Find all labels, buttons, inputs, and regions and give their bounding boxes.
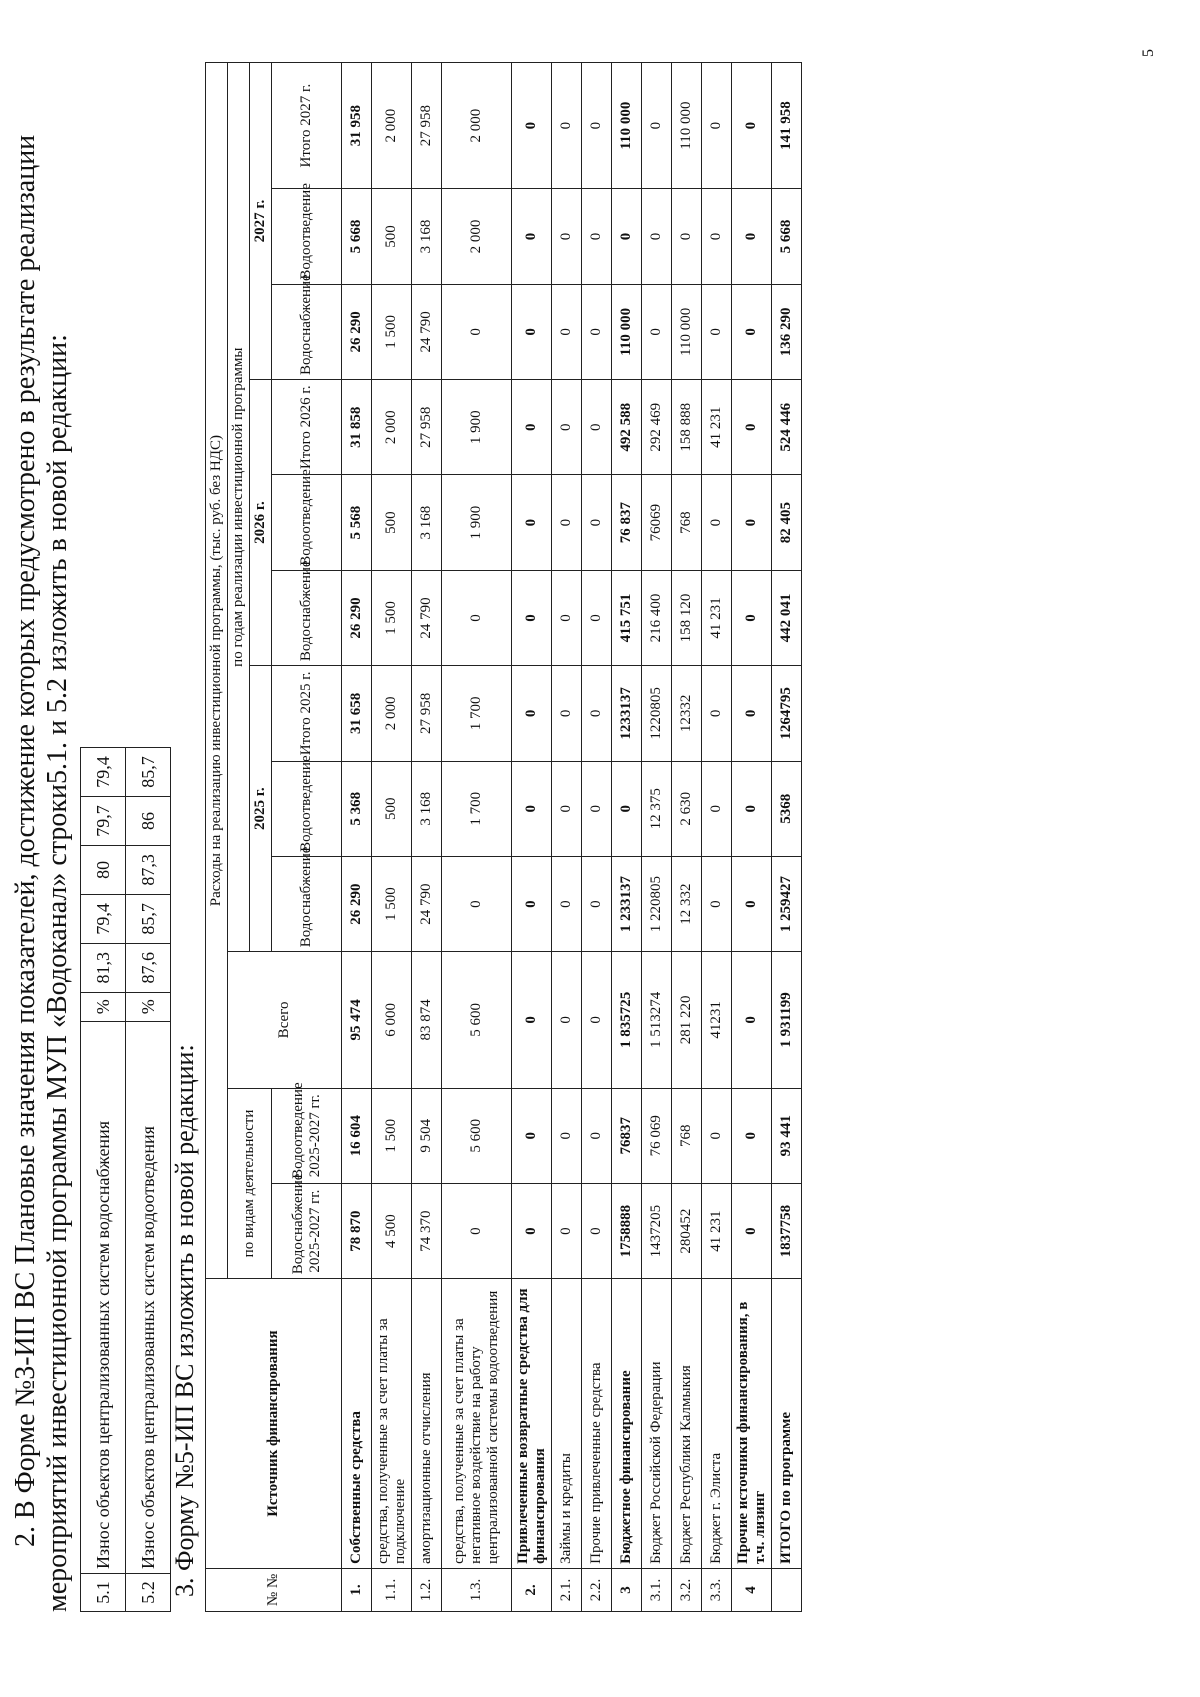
table-row bbox=[442, 63, 512, 1612]
row-value: 31 658 bbox=[342, 666, 372, 761]
row-value: 3 168 bbox=[412, 761, 442, 856]
row-source: Привлеченные возвратные средства для финансирования bbox=[512, 1279, 552, 1569]
row-value: 24 790 bbox=[412, 856, 442, 951]
indicator-name: Износ объектов централизованных систем водоотведения bbox=[126, 1021, 171, 1573]
row-value: 0 bbox=[512, 475, 552, 570]
row-source: амортизационные отчисления bbox=[412, 1279, 442, 1569]
row-value: 0 bbox=[582, 284, 612, 379]
row-num: 2. bbox=[512, 1568, 552, 1611]
row-value: 1 900 bbox=[442, 475, 512, 570]
row-value: 9 504 bbox=[412, 1088, 442, 1183]
row-value: 82 405 bbox=[772, 475, 802, 570]
row-source: Собственные средства bbox=[342, 1279, 372, 1569]
header-ws-2026: Водоснабжение bbox=[272, 570, 342, 665]
row-value: 12332 bbox=[672, 666, 702, 761]
header-itog-2025: Итого 2025 г. bbox=[272, 666, 342, 761]
row-value: 0 bbox=[732, 63, 772, 189]
row-value: 0 bbox=[702, 284, 732, 379]
row-source: Прочие привлеченные средства bbox=[582, 1279, 612, 1569]
row-value: 76069 bbox=[642, 475, 672, 570]
row-value: 1 500 bbox=[372, 570, 412, 665]
row-source: Бюджет г. Элиста bbox=[702, 1279, 732, 1569]
row-value: 0 bbox=[552, 284, 582, 379]
row-value: 110 000 bbox=[612, 63, 642, 189]
row-value: 0 bbox=[582, 475, 612, 570]
header-ww-2025: Водоотведение bbox=[272, 761, 342, 856]
row-value: 0 bbox=[512, 284, 552, 379]
row-value: 1 900 bbox=[442, 380, 512, 475]
row-value: 0 bbox=[582, 761, 612, 856]
row-value: 27 958 bbox=[412, 666, 442, 761]
header-num: № № bbox=[206, 1568, 342, 1611]
row-value: 16 604 bbox=[342, 1088, 372, 1183]
row-num: 2.2. bbox=[582, 1568, 612, 1611]
table-row bbox=[512, 63, 552, 1612]
row-num: 1. bbox=[342, 1568, 372, 1611]
row-value: 0 bbox=[512, 570, 552, 665]
row-value: 93 441 bbox=[772, 1088, 802, 1183]
row-value: 2 000 bbox=[442, 63, 512, 189]
row-value: 26 290 bbox=[342, 284, 372, 379]
row-value: 0 bbox=[512, 1088, 552, 1183]
row-value: 0 bbox=[732, 189, 772, 284]
row-value: 0 bbox=[702, 189, 732, 284]
indicator-value: 87,3 bbox=[126, 845, 171, 894]
row-value: 0 bbox=[552, 63, 582, 189]
row-value: 0 bbox=[582, 666, 612, 761]
row-value: 0 bbox=[582, 380, 612, 475]
row-value: 0 bbox=[732, 284, 772, 379]
row-value: 0 bbox=[552, 570, 582, 665]
row-value: 1 700 bbox=[442, 666, 512, 761]
row-value: 0 bbox=[582, 856, 612, 951]
page-number: 5 bbox=[1140, 49, 1157, 57]
table-row bbox=[582, 63, 612, 1612]
row-value: 415 751 bbox=[612, 570, 642, 665]
row-value: 0 bbox=[512, 856, 552, 951]
row-value: 158 120 bbox=[672, 570, 702, 665]
row-value: 5 368 bbox=[342, 761, 372, 856]
row-value: 0 bbox=[582, 189, 612, 284]
row-value: 0 bbox=[512, 189, 552, 284]
header-itog-2027: Итого 2027 г. bbox=[272, 63, 342, 189]
table-row bbox=[702, 63, 732, 1612]
row-value: 4 500 bbox=[372, 1183, 412, 1278]
row-value: 0 bbox=[702, 761, 732, 856]
row-value: 0 bbox=[642, 63, 672, 189]
row-value: 3 168 bbox=[412, 189, 442, 284]
row-value: 1 233137 bbox=[612, 856, 642, 951]
table-row bbox=[672, 63, 702, 1612]
row-value: 26 290 bbox=[342, 856, 372, 951]
indicators-table bbox=[80, 747, 171, 1612]
row-value: 0 bbox=[732, 1183, 772, 1278]
header-by-years: по годам реализации инвестиционной программы bbox=[228, 63, 250, 952]
indicator-value: 81,3 bbox=[81, 943, 126, 992]
header-expenses: Расходы на реализацию инвестиционной программы, (тыс. руб. без НДС) bbox=[206, 63, 228, 1279]
row-value: 158 888 bbox=[672, 380, 702, 475]
row-value: 0 bbox=[642, 284, 672, 379]
row-value: 6 000 bbox=[372, 952, 412, 1088]
row-value: 0 bbox=[442, 856, 512, 951]
row-value: 768 bbox=[672, 475, 702, 570]
row-value: 0 bbox=[512, 761, 552, 856]
paragraph-3: 3. Форму №5-ИП ВС изложить в новой редакции: bbox=[170, 1044, 199, 1597]
header-by-activity: по видам деятельности bbox=[228, 1088, 272, 1279]
indicator-unit: % bbox=[126, 992, 171, 1021]
row-value: 12 332 bbox=[672, 856, 702, 951]
header-ws-2027: Водоснабжение bbox=[272, 284, 342, 379]
row-value: 280452 bbox=[672, 1183, 702, 1278]
row-value: 0 bbox=[582, 1183, 612, 1278]
row-value: 0 bbox=[702, 1088, 732, 1183]
row-source: Бюджет Российской Федерации bbox=[642, 1279, 672, 1569]
row-value: 2 000 bbox=[372, 63, 412, 189]
row-value: 5368 bbox=[772, 761, 802, 856]
header-act-ww: Водоотведение 2025-2027 гг. bbox=[272, 1088, 342, 1183]
row-value: 76837 bbox=[612, 1088, 642, 1183]
indicator-name: Износ объектов централизованных систем водоснабжения bbox=[81, 1021, 126, 1573]
row-value: 5 668 bbox=[772, 189, 802, 284]
row-value: 0 bbox=[512, 666, 552, 761]
indicator-unit: % bbox=[81, 992, 126, 1021]
row-value: 492 588 bbox=[612, 380, 642, 475]
paragraph-2-lead: 2. В Форме №3-ИП ВС Плановые значения показателей, достижение которых предусмотрено в результате реализации bbox=[10, 134, 41, 1547]
row-value: 95 474 bbox=[342, 952, 372, 1088]
row-value: 1220805 bbox=[642, 666, 672, 761]
row-value: 5 600 bbox=[442, 952, 512, 1088]
row-value: 1758888 bbox=[612, 1183, 642, 1278]
row-value: 500 bbox=[372, 475, 412, 570]
indicator-value: 85,7 bbox=[126, 894, 171, 943]
row-value: 524 446 bbox=[772, 380, 802, 475]
indicator-num: 5.1 bbox=[81, 1573, 126, 1611]
row-value: 12 375 bbox=[642, 761, 672, 856]
row-value: 0 bbox=[582, 952, 612, 1088]
row-value: 0 bbox=[702, 666, 732, 761]
row-value: 1837758 bbox=[772, 1183, 802, 1278]
paragraph-2-cont: мероприятий инвестиционной программы МУП «Водоканал» строки5.1. и 5.2 изложить в новой редакции: bbox=[42, 334, 73, 1612]
row-value: 216 400 bbox=[642, 570, 672, 665]
row-value: 27 958 bbox=[412, 380, 442, 475]
row-value: 24 790 bbox=[412, 570, 442, 665]
row-value: 0 bbox=[642, 189, 672, 284]
header-year-2025: 2025 г. bbox=[250, 666, 272, 952]
row-value: 0 bbox=[552, 856, 582, 951]
row-value: 1 220805 bbox=[642, 856, 672, 951]
row-value: 110 000 bbox=[612, 284, 642, 379]
row-value: 1 259427 bbox=[772, 856, 802, 951]
row-value: 0 bbox=[732, 1088, 772, 1183]
indicator-value: 79,4 bbox=[81, 748, 126, 797]
row-num: 1.3. bbox=[442, 1568, 512, 1611]
row-value: 0 bbox=[552, 189, 582, 284]
row-value: 292 469 bbox=[642, 380, 672, 475]
row-value: 0 bbox=[582, 63, 612, 189]
row-value: 0 bbox=[702, 63, 732, 189]
row-value: 76 069 bbox=[642, 1088, 672, 1183]
indicator-value: 79,4 bbox=[81, 894, 126, 943]
row-num: 1.1. bbox=[372, 1568, 412, 1611]
indicator-num: 5.2 bbox=[126, 1573, 171, 1611]
row-source: ИТОГО по программе bbox=[772, 1279, 802, 1569]
row-num: 2.1. bbox=[552, 1568, 582, 1611]
indicator-value: 86 bbox=[126, 797, 171, 846]
row-value: 26 290 bbox=[342, 570, 372, 665]
row-value: 1 500 bbox=[372, 856, 412, 951]
indicator-value: 80 bbox=[81, 845, 126, 894]
row-source: средства, полученные за счет платы за подключение bbox=[372, 1279, 412, 1569]
row-value: 0 bbox=[442, 284, 512, 379]
row-value: 1 500 bbox=[372, 284, 412, 379]
row-value: 2 000 bbox=[372, 666, 412, 761]
indicator-row bbox=[126, 748, 171, 1612]
row-source: Бюджетное финансирование bbox=[612, 1279, 642, 1569]
header-year-2026: 2026 г. bbox=[250, 380, 272, 666]
row-value: 2 000 bbox=[442, 189, 512, 284]
row-value: 0 bbox=[552, 666, 582, 761]
header-ww-2026: Водоотведение bbox=[272, 475, 342, 570]
row-value: 31 958 bbox=[342, 63, 372, 189]
row-value: 1 931199 bbox=[772, 952, 802, 1088]
row-value: 0 bbox=[702, 475, 732, 570]
row-value: 1 835725 bbox=[612, 952, 642, 1088]
row-value: 83 874 bbox=[412, 952, 442, 1088]
row-value: 0 bbox=[732, 380, 772, 475]
row-value: 0 bbox=[512, 63, 552, 189]
header-source: Источник финансирования bbox=[206, 1279, 342, 1569]
row-num: 3 bbox=[612, 1568, 642, 1611]
row-value: 1 700 bbox=[442, 761, 512, 856]
row-value: 0 bbox=[512, 1183, 552, 1278]
row-value: 78 870 bbox=[342, 1183, 372, 1278]
table-row bbox=[612, 63, 642, 1612]
row-value: 2 000 bbox=[372, 380, 412, 475]
row-value: 74 370 bbox=[412, 1183, 442, 1278]
row-value: 0 bbox=[512, 952, 552, 1088]
table-row bbox=[642, 63, 672, 1612]
row-num: 4 bbox=[732, 1568, 772, 1611]
row-value: 31 858 bbox=[342, 380, 372, 475]
row-value: 5 600 bbox=[442, 1088, 512, 1183]
header-total: Всего bbox=[228, 952, 342, 1088]
row-value: 0 bbox=[552, 952, 582, 1088]
row-value: 141 958 bbox=[772, 63, 802, 189]
row-value: 0 bbox=[732, 475, 772, 570]
row-value: 0 bbox=[552, 475, 582, 570]
row-num: 3.3. bbox=[702, 1568, 732, 1611]
row-value: 1 500 bbox=[372, 1088, 412, 1183]
row-value: 500 bbox=[372, 761, 412, 856]
row-value: 281 220 bbox=[672, 952, 702, 1088]
financing-table bbox=[205, 62, 802, 1612]
header-year-2027: 2027 г. bbox=[250, 63, 272, 380]
row-value: 76 837 bbox=[612, 475, 642, 570]
table-row bbox=[732, 63, 772, 1612]
row-value: 0 bbox=[552, 1088, 582, 1183]
row-value: 41231 bbox=[702, 952, 732, 1088]
indicator-value: 79,7 bbox=[81, 797, 126, 846]
row-source: Прочие источники финансирования, в т.ч. лизинг bbox=[732, 1279, 772, 1569]
row-num: 1.2. bbox=[412, 1568, 442, 1611]
row-value: 41 231 bbox=[702, 1183, 732, 1278]
row-value: 500 bbox=[372, 189, 412, 284]
row-value: 0 bbox=[582, 1088, 612, 1183]
row-value: 0 bbox=[672, 189, 702, 284]
indicator-row bbox=[81, 748, 126, 1612]
indicator-value: 85,7 bbox=[126, 748, 171, 797]
row-source: средства, полученные за счет платы за негативное воздействие на работу централизованной системы водоотведения bbox=[442, 1279, 512, 1569]
row-value: 768 bbox=[672, 1088, 702, 1183]
row-value: 0 bbox=[732, 570, 772, 665]
row-value: 41 231 bbox=[702, 380, 732, 475]
header-ww-2027: Водоотведение bbox=[272, 189, 342, 284]
row-value: 442 041 bbox=[772, 570, 802, 665]
row-value: 0 bbox=[732, 666, 772, 761]
row-value: 0 bbox=[612, 189, 642, 284]
header-act-ws: Водоснабжение 2025-2027 гг. bbox=[272, 1183, 342, 1278]
row-value: 110 000 bbox=[672, 63, 702, 189]
row-num: 3.1. bbox=[642, 1568, 672, 1611]
row-value: 5 568 bbox=[342, 475, 372, 570]
table-row bbox=[412, 63, 442, 1612]
row-value: 5 668 bbox=[342, 189, 372, 284]
row-value: 0 bbox=[442, 570, 512, 665]
table-row bbox=[772, 63, 802, 1612]
row-value: 1437205 bbox=[642, 1183, 672, 1278]
row-source: Бюджет Республики Калмыкия bbox=[672, 1279, 702, 1569]
row-num: 3.2. bbox=[672, 1568, 702, 1611]
table-row bbox=[552, 63, 582, 1612]
indicator-value: 87,6 bbox=[126, 943, 171, 992]
row-value: 0 bbox=[732, 952, 772, 1088]
row-value: 0 bbox=[702, 856, 732, 951]
row-value: 24 790 bbox=[412, 284, 442, 379]
row-value: 27 958 bbox=[412, 63, 442, 189]
row-value: 136 290 bbox=[772, 284, 802, 379]
row-value: 0 bbox=[732, 761, 772, 856]
row-value: 1233137 bbox=[612, 666, 642, 761]
row-value: 1 513274 bbox=[642, 952, 672, 1088]
row-value: 0 bbox=[552, 1183, 582, 1278]
header-ws-2025: Водоснабжение bbox=[272, 856, 342, 951]
table-row bbox=[342, 63, 372, 1612]
row-value: 41 231 bbox=[702, 570, 732, 665]
header-itog-2026: Итого 2026 г. bbox=[272, 380, 342, 475]
row-value: 110 000 bbox=[672, 284, 702, 379]
row-value: 1264795 bbox=[772, 666, 802, 761]
row-value: 0 bbox=[582, 570, 612, 665]
row-value: 0 bbox=[732, 856, 772, 951]
row-num bbox=[772, 1568, 802, 1611]
row-source: Займы и кредиты bbox=[552, 1279, 582, 1569]
row-value: 0 bbox=[442, 1183, 512, 1278]
row-value: 0 bbox=[552, 380, 582, 475]
table-row bbox=[372, 63, 412, 1612]
row-value: 0 bbox=[512, 380, 552, 475]
row-value: 0 bbox=[552, 761, 582, 856]
row-value: 3 168 bbox=[412, 475, 442, 570]
row-value: 2 630 bbox=[672, 761, 702, 856]
row-value: 0 bbox=[612, 761, 642, 856]
